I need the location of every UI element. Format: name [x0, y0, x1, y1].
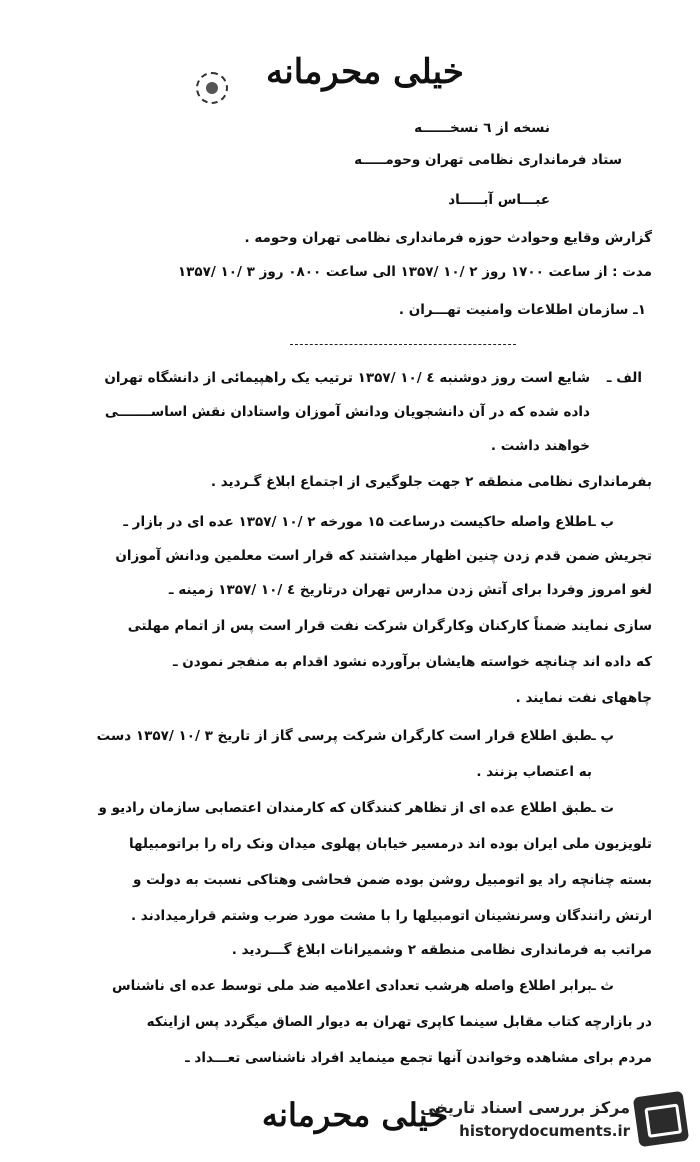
item-line: برابر اطلاع واصله هرشب تعدادی اعلامیه ضد ملی توسط عده ای ناشناس: [112, 978, 592, 994]
item-line: خواهند داشت .: [490, 438, 590, 454]
item-line: لغو امروز وفردا برای آتش زدن مدارس تهران درتاریخ ٤ /۱۰ /۱۳۵۷ زمینه ـ: [168, 582, 652, 598]
item-line: اطلاع واصله حاکیست درساعت ۱۵ مورخه ۲ /۱۰ /۱۳۵۷ عده ای در بازار ـ: [123, 514, 592, 530]
item-marker: ب ـ: [591, 514, 614, 530]
item-line: بفرمانداری نظامی منطقه ۲ جهت جلوگیری از اجتماع ابلاغ گـردید .: [210, 474, 652, 490]
report-period: مدت : از ساعت ۱۷۰۰ روز ۲ /۱۰ /۱۳۵۷ الی ساعت ۰۸۰۰ روز ۳ /۱۰ /۱۳۵۷: [177, 264, 652, 280]
item-line: سازی نمایند ضمناً کارکنان وکارگران شرکت نفت قرار است پس از اتمام مهلتی: [127, 618, 652, 634]
logo-url: historydocuments.ir: [459, 1122, 630, 1140]
item-line: ارتش رانندگان وسرنشینان اتومبیلها را با مشت مورد ضرب وشتم قرارمیدادند .: [130, 908, 652, 924]
item-marker: ت ـ: [591, 800, 614, 816]
item-line: مراتب به فرمانداری نظامی منطقه ۲ وشمیرانات ابلاغ گـــردید .: [231, 942, 652, 958]
item-line: که داده اند چنانچه خواسته هایشان برآورده نشود اقدام به منفجر نمودن ـ: [172, 654, 652, 670]
archive-logo-icon: [633, 1091, 689, 1147]
classification-title: خیلی محرمانه: [266, 52, 464, 92]
item-line: به اعتصاب بزنند .: [476, 764, 592, 780]
seal-stamp-icon: [196, 72, 228, 104]
copy-line: نسخه از ٦ نسخــــــه: [414, 120, 550, 136]
item-line: تجریش ضمن قدم زدن چنین اظهار میداشتند که قرار است معلمین ودانش آموزان: [115, 548, 652, 564]
recipient-line: ستاد فرمانداری نظامی تهران وحومـــــه: [354, 152, 622, 168]
item-line: داده شده که در آن دانشجویان ودانش آموزان واستادان نقش اساســـــــی: [104, 404, 590, 420]
item-line: طبق اطلاع عده ای از تظاهر کنندگان که کارمندان اعتصابی سازمان رادیو و: [98, 800, 592, 816]
item-line: مردم برای مشاهده وخواندن آنها تجمع مینماید افراد ناشناسی تعـــداد ـ: [185, 1050, 652, 1066]
item-marker: پ ـ: [591, 728, 614, 744]
watermark-logo: [420, 1090, 692, 1152]
logo-name: مرکز بررسی اسناد تاریخی: [420, 1098, 630, 1117]
item-marker: ث ـ: [591, 978, 614, 994]
report-heading: گزارش وقایع وحوادث حوزه فرمانداری نظامی تهران وحومه .: [244, 230, 652, 246]
item-line: تلویزیون ملی ایران بوده اند درمسیر خیابان پهلوی میدان ونک راه را براتومبیلها: [128, 836, 652, 852]
section-underline: [290, 344, 516, 345]
item-line: بسته چنانچه راد یو اتومبیل روشن بوده ضمن فحاشی وهتاکی نسبت به دولت و: [133, 872, 652, 888]
subdivision-line: عبـــاس آبـــــاد: [448, 192, 550, 208]
item-marker: الف ـ: [606, 370, 642, 386]
item-line: طبق اطلاع قرار است کارگران شرکت پرسی گاز از تاریخ ۳ /۱۰ /۱۳۵۷ دست: [96, 728, 592, 744]
classification-footer: خیلی محرمانه: [261, 1096, 449, 1134]
item-line: چاههای نفت نمایند .: [515, 690, 652, 706]
item-line: شایع است روز دوشنبه ٤ /۱۰ /۱۳۵۷ ترتیب یک راهپیمائی از دانشگاه تهران: [104, 370, 590, 386]
section-title: ۱ـ سازمان اطلاعات وامنیت تهـــران .: [398, 302, 646, 318]
item-line: در بازارچه کتاب مقابل سینما کاپری تهران به دیوار الصاق میگردد پس ازاینکه: [146, 1014, 652, 1030]
